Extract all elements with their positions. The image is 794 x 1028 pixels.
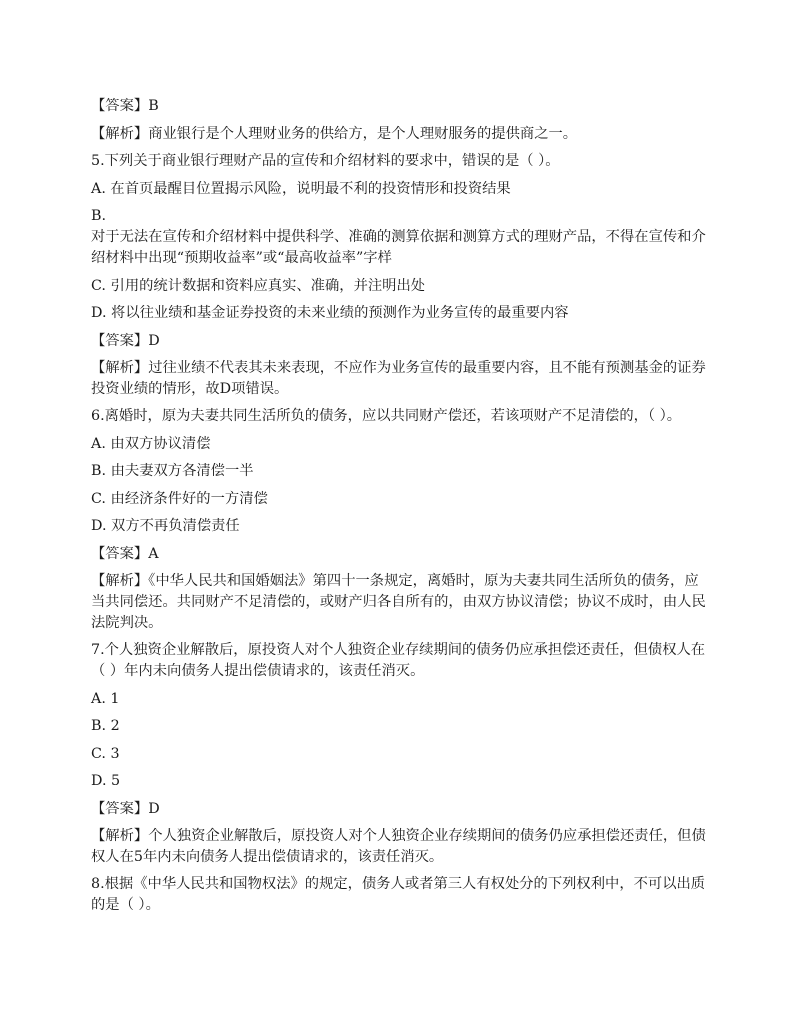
analysis-label: 【解析】 (91, 828, 149, 844)
option-c: C. 引用的统计数据和资料应真实、准确，并注明出处 (91, 277, 426, 294)
option-d: D. 双方不再负清偿责任 (91, 518, 240, 534)
option-a: A. 在首页最醒目位置揭示风险，说明最不利的投资情形和投资结果 (91, 180, 511, 197)
answer-line (91, 799, 711, 820)
option-b: B. 2 (91, 718, 120, 734)
answer-value: D (148, 332, 160, 349)
option-a: A. 1 (91, 690, 120, 707)
question-6: 6.离婚时，原为夫妻共同生活所负的债务，应以共同财产偿还，若该项财产不足清偿的，（ ）。 (91, 408, 682, 424)
answer-line (91, 544, 711, 565)
option-c: C. 由经济条件好的一方清偿 (91, 490, 268, 507)
option-d: D. 5 (91, 773, 121, 789)
option-c: C. 3 (91, 745, 120, 762)
analysis-line (91, 826, 711, 868)
option-a: A. 由双方协议清偿 (91, 435, 211, 452)
analysis-label: 【解析】 (91, 573, 149, 589)
answer-value: A (148, 545, 159, 562)
option-d: D. 将以往业绩和基金证券投资的未来业绩的预测作为业务宣传的最重要内容 (91, 305, 569, 321)
analysis-line (91, 358, 711, 400)
option-b: B. 由夫妻双方各清偿一半 (91, 463, 254, 479)
question-5: 5.下列关于商业银行理财产品的宣传和介绍材料的要求中，错误的是（ ）。 (91, 153, 560, 169)
analysis-text: 《中华人民共和国婚姻法》第四十一条规定，离婚时，原为夫妻共同生活所负的债务，应当共同偿还。共同财产不足清偿的，或财产归各自所有的，由双方协议清偿；协议不成时，由人民法院判决。 (91, 573, 706, 631)
answer-line (91, 331, 711, 352)
option-b-text: 对于无法在宣传和介绍材料中提供科学、准确的测算依据和测算方式的理财产品，不得在宣传和介绍材料中出现“预期收益率”或“最高收益率”字样 (91, 229, 706, 266)
analysis-label: 【解析】 (91, 125, 149, 142)
document-page (91, 96, 711, 916)
analysis-text: 个人独资企业解散后，原投资人对个人独资企业存续期间的债务仍应承担偿还责任，但债权人在5年内未向债务人提出偿债请求的，该责任消灭。 (91, 828, 706, 865)
analysis-line (91, 571, 711, 634)
analysis-text: 商业银行是个人理财业务的供给方，是个人理财服务的提供商之一。 (148, 125, 578, 142)
question-7: 7.个人独资企业解散后，原投资人对个人独资企业存续期间的债务仍应承担偿还责任，但债权人在（ ）年内未向债务人提出偿债请求的，该责任消灭。 (91, 642, 706, 679)
answer-label: 【答案】 (91, 800, 149, 817)
answer-line (91, 96, 711, 117)
answer-value: B (148, 98, 159, 114)
question-8: 8.根据《中华人民共和国物权法》的规定，债务人或者第三人有权处分的下列权利中，不可以出质的是（ ）。 (91, 876, 706, 913)
answer-label: 【答案】 (91, 98, 149, 114)
analysis-label: 【解析】 (91, 360, 149, 376)
option-b: B. (91, 208, 107, 224)
answer-label: 【答案】 (91, 332, 149, 349)
analysis-line (91, 124, 711, 145)
answer-label: 【答案】 (91, 545, 149, 562)
analysis-text: 过往业绩不代表其未来表现，不应作为业务宣传的最重要内容，且不能有预测基金的证券投资业绩的情形，故D项错误。 (91, 360, 706, 397)
answer-value: D (148, 800, 160, 817)
